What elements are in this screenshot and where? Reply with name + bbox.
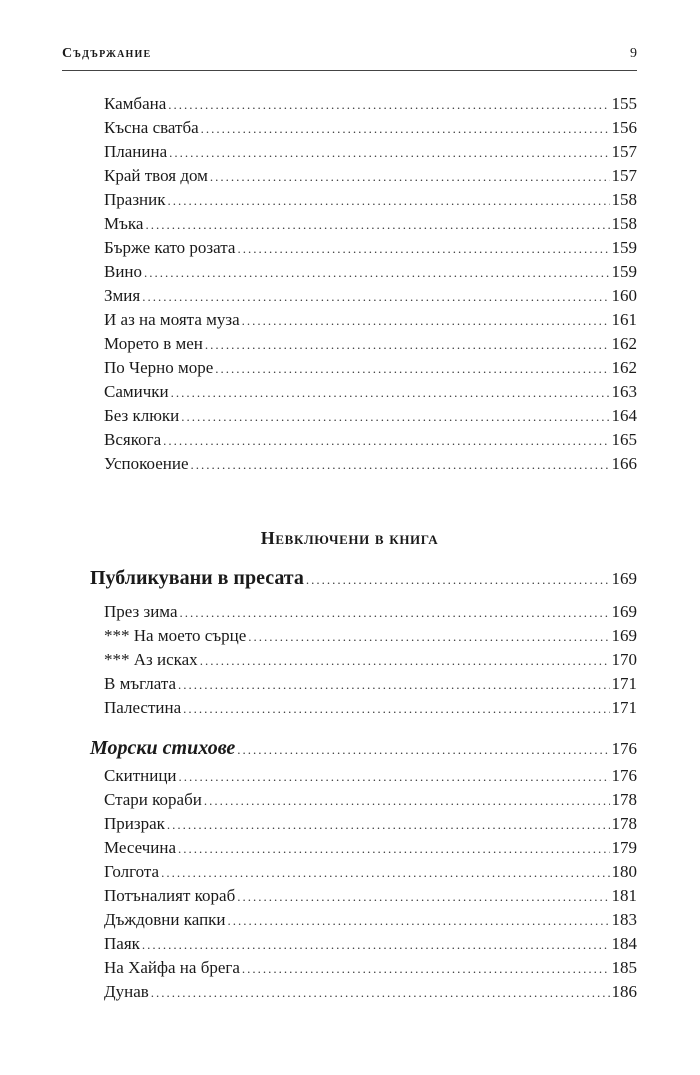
dot-leader — [180, 601, 610, 625]
dot-leader — [161, 861, 609, 885]
toc-entry-title: Всякога — [104, 430, 162, 449]
toc-entry-page: 162 — [611, 358, 637, 377]
toc-entry-page: 165 — [611, 430, 637, 449]
toc-entry[interactable] — [104, 428, 637, 452]
dot-leader — [181, 405, 609, 429]
toc-entry-page: 156 — [611, 118, 637, 137]
toc-entry-page: 180 — [611, 862, 637, 881]
toc-group-page: 169 — [611, 569, 637, 588]
toc-entry[interactable] — [104, 116, 637, 140]
toc-entry-title: Дунав — [104, 982, 149, 1001]
toc-entry[interactable] — [104, 332, 637, 356]
toc-entry-title: На Хайфа на брега — [104, 958, 240, 977]
toc-entry-title: Самички — [104, 382, 169, 401]
dot-leader — [169, 141, 609, 165]
toc-entry-page: 166 — [611, 454, 637, 473]
toc-entry[interactable] — [104, 284, 637, 308]
toc-group-title: Публикувани в пресата — [90, 567, 304, 589]
toc-entry-title: Край твоя дом — [104, 166, 208, 185]
toc-entry-page: 164 — [611, 406, 637, 425]
toc-entry[interactable] — [104, 600, 637, 624]
toc-entry[interactable] — [104, 648, 637, 672]
toc-entry-page: 185 — [611, 958, 637, 977]
toc-entry-page: 161 — [611, 310, 637, 329]
toc-entry[interactable] — [104, 212, 637, 236]
dot-leader — [168, 189, 610, 213]
dot-leader — [163, 429, 609, 453]
toc-entry-page: 159 — [611, 238, 637, 257]
toc-entry-page: 171 — [611, 674, 637, 693]
toc-entry-title: Мъка — [104, 214, 144, 233]
toc-entry-page: 169 — [611, 602, 637, 621]
toc-entry[interactable] — [104, 356, 637, 380]
dot-leader — [200, 649, 610, 673]
toc-entry[interactable] — [104, 672, 637, 696]
dot-leader — [248, 625, 609, 649]
toc-entry-page: 155 — [611, 94, 637, 113]
toc-entry[interactable] — [104, 164, 637, 188]
toc-entry-page: 184 — [611, 934, 637, 953]
toc-entry-title: Голгота — [104, 862, 160, 881]
toc-entry[interactable] — [104, 624, 637, 648]
toc-entry-title: Стари кораби — [104, 790, 202, 809]
dot-leader — [210, 165, 610, 189]
dot-leader — [151, 981, 610, 1005]
toc-entry[interactable] — [104, 956, 637, 980]
toc-entry-page: 178 — [611, 790, 637, 809]
toc-entry[interactable] — [104, 140, 637, 164]
toc-entry-page: 160 — [611, 286, 637, 305]
dot-leader — [168, 93, 609, 117]
toc-entry-page: 158 — [611, 190, 637, 209]
dot-leader — [237, 736, 609, 764]
dot-leader — [145, 213, 609, 237]
dot-leader — [237, 885, 609, 909]
toc-entry-title: Паяк — [104, 934, 140, 953]
dot-leader — [142, 285, 609, 309]
toc-entry-title: Бърже като розата — [104, 238, 236, 257]
dot-leader — [242, 309, 610, 333]
toc-entry-title: Успокоение — [104, 454, 189, 473]
toc-entry-page: 158 — [611, 214, 637, 233]
toc-entry-title: Змия — [104, 286, 141, 305]
toc-entry-page: 157 — [611, 166, 637, 185]
toc-entry-page: 179 — [611, 838, 637, 857]
toc-entry-page: 157 — [611, 142, 637, 161]
toc-entry-title: И аз на моята муза — [104, 310, 240, 329]
dot-leader — [242, 957, 610, 981]
toc-group-page: 176 — [611, 739, 637, 758]
toc-entry-page: 181 — [611, 886, 637, 905]
toc-group-entry[interactable] — [90, 564, 637, 592]
toc-entry[interactable] — [104, 812, 637, 836]
running-header-title: Съдържание — [62, 46, 152, 61]
toc-group-title: Морски стихове — [90, 737, 236, 759]
page-number: 9 — [630, 46, 637, 61]
toc-entry-title: *** Аз исках — [104, 650, 198, 669]
toc-entry[interactable] — [104, 788, 637, 812]
toc-entry[interactable] — [104, 836, 637, 860]
toc-entry-page: 171 — [611, 698, 637, 717]
dot-leader — [205, 333, 610, 357]
toc-entry-page: 169 — [611, 626, 637, 645]
toc-entry-title: Потъналият кораб — [104, 886, 236, 905]
toc-entry[interactable] — [104, 696, 637, 720]
dot-leader — [142, 933, 610, 957]
toc-entry-page: 162 — [611, 334, 637, 353]
toc-entry[interactable] — [104, 860, 637, 884]
running-header — [62, 42, 637, 71]
toc-entry-title: В мъглата — [104, 674, 177, 693]
toc-entry[interactable] — [104, 932, 637, 956]
toc-entry-title: Без клюки — [104, 406, 180, 425]
toc-entry[interactable] — [104, 236, 637, 260]
toc-entry-title: Палестина — [104, 698, 182, 717]
toc-entry-title: Камбана — [104, 94, 167, 113]
dot-leader — [237, 237, 609, 261]
dot-leader — [228, 909, 610, 933]
toc-entry-page: 178 — [611, 814, 637, 833]
toc-entry[interactable] — [104, 908, 637, 932]
dot-leader — [204, 789, 610, 813]
dot-leader — [178, 837, 609, 861]
toc-entry[interactable] — [104, 980, 637, 1004]
dot-leader — [191, 453, 610, 477]
toc-entry[interactable] — [104, 884, 637, 908]
toc-entry[interactable] — [104, 404, 637, 428]
toc-entry-page: 170 — [611, 650, 637, 669]
toc-entry-title: Призрак — [104, 814, 165, 833]
toc-entry-title: Късна сватба — [104, 118, 199, 137]
toc-entry-page: 176 — [611, 766, 637, 785]
toc-entry-title: По Черно море — [104, 358, 214, 377]
toc-entry-page: 186 — [611, 982, 637, 1001]
toc-entry-title: През зима — [104, 602, 178, 621]
section-heading: Невключени в книга — [260, 528, 439, 548]
toc-entry-title: Вино — [104, 262, 143, 281]
dot-leader — [183, 697, 609, 721]
toc-entry-title: *** На моето сърце — [104, 626, 247, 645]
dot-leader — [171, 381, 610, 405]
dot-leader — [179, 765, 610, 789]
dot-leader — [167, 813, 610, 837]
toc-entry[interactable] — [104, 764, 637, 788]
dot-leader — [215, 357, 609, 381]
toc-entry[interactable] — [104, 380, 637, 404]
dot-leader — [201, 117, 610, 141]
toc-entry[interactable] — [104, 92, 637, 116]
toc-entry-title: Скитници — [104, 766, 177, 785]
toc-entry-title: Месечина — [104, 838, 177, 857]
toc-entry-title: Планина — [104, 142, 168, 161]
dot-leader — [306, 566, 610, 594]
toc-entry-title: Празник — [104, 190, 166, 209]
toc-entry-title: Дъждовни капки — [104, 910, 226, 929]
toc-entry-page: 183 — [611, 910, 637, 929]
toc-group-entry[interactable] — [90, 734, 637, 762]
toc-entry-page: 159 — [611, 262, 637, 281]
dot-leader — [144, 261, 609, 285]
toc-entry[interactable] — [104, 452, 637, 476]
toc-entry[interactable] — [104, 260, 637, 284]
toc-entry-title: Морето в мен — [104, 334, 203, 353]
dot-leader — [178, 673, 609, 697]
toc-entry[interactable] — [104, 308, 637, 332]
toc-entry[interactable] — [104, 188, 637, 212]
toc-entry-page: 163 — [611, 382, 637, 401]
